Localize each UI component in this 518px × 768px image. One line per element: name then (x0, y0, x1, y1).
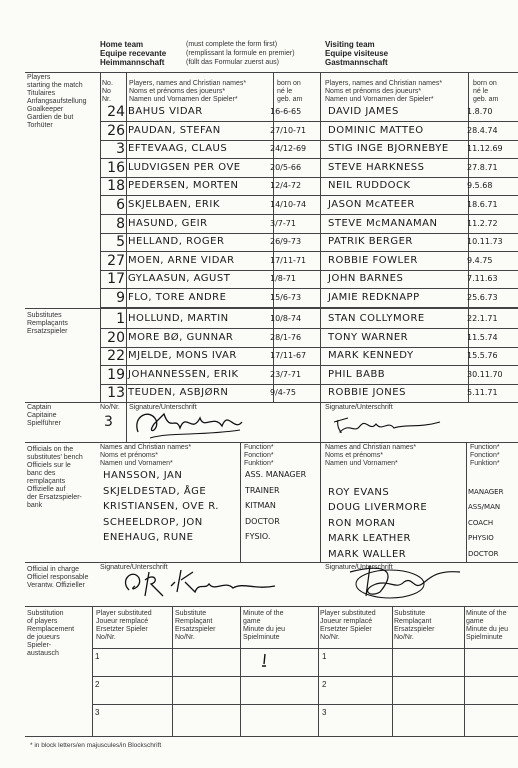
shirt-number: 18 (107, 178, 125, 195)
home-official-function: DOCTOR (245, 516, 280, 526)
visit-player-name: TONY WARNER (328, 331, 409, 343)
visit-player-name: ROBBIE FOWLER (328, 254, 418, 266)
home-official-signature (115, 562, 295, 602)
home-official-function: FYSIO. (245, 532, 271, 541)
shirt-number: 16 (107, 159, 125, 176)
visit-minute-header: Minute of the game Minute du jeu Spielminute (466, 610, 509, 641)
visit-player-dob: 5.11.71 (467, 388, 498, 398)
home-official-name: SCHEELDROP, JON (103, 516, 203, 528)
home-player-dob: 14/10-74 (270, 200, 307, 209)
home-player-dob: 26/9-73 (270, 237, 302, 247)
official-row (100, 530, 518, 547)
home-player-dob: 17/11-71 (270, 255, 307, 265)
visit-player-dob: 11.5.74 (467, 332, 498, 342)
player-row (100, 288, 518, 307)
subst-row-number: 2 (95, 680, 100, 689)
player-row (100, 102, 518, 121)
visit-player-name: STIG INGE BJORNEBYE (328, 143, 449, 155)
home-player-dob: 10/8-74 (270, 314, 302, 323)
visit-official-function: PHYSIO (468, 534, 494, 542)
substitute-row (100, 309, 518, 328)
home-official-name: SKJELDESTAD, ÅGE (103, 485, 207, 497)
shirt-number: 26 (107, 122, 125, 139)
captain-no-label: No/Nr. (100, 404, 120, 411)
visit-player-dob: 28.4.74 (467, 125, 498, 135)
visit-player-name: MARK KENNEDY (328, 350, 414, 362)
visit-official-function: ASS/MAN (468, 503, 501, 511)
substitute-row (100, 365, 518, 384)
visit-player-dob: 7.11.63 (467, 274, 498, 284)
home-official-function: ASS. MANAGER (245, 470, 307, 479)
shirt-number: 8 (116, 215, 125, 232)
home-player-dob: 24/12-69 (270, 144, 307, 154)
captain-no-value: 3 (104, 414, 113, 430)
visit-player-dob: 9.5.68 (467, 181, 493, 191)
shirt-number: 19 (107, 366, 125, 383)
home-function-header: Function* Fonction* Funktion* (244, 444, 274, 467)
visit-official-name: RON MORAN (328, 517, 396, 529)
visit-player-dob: 9.4.75 (467, 255, 493, 265)
visit-player-name: JAMIE REDKNAPP (328, 292, 420, 303)
home-player-dob: 17/11-67 (270, 351, 307, 361)
home-official-names-header: Names and Christian names* Noms et prénoms* Namen und Vornamen* (100, 444, 192, 467)
officials-label: Officials on the substitutes' bench Officiels sur le banc des remplaçants Offizielle auf der Ersatzspieler- bank (27, 446, 83, 509)
shirt-number: 27 (107, 252, 125, 269)
shirt-number: 3 (116, 141, 125, 158)
official-row (100, 484, 518, 501)
visit-player-name: STEVE HARKNESS (328, 161, 425, 173)
subst-row-number: 1 (95, 652, 100, 661)
substitute-row (100, 383, 518, 402)
home-player-name: PEDERSEN, MORTEN (128, 180, 239, 192)
home-player-dob: 20/5-66 (270, 162, 302, 172)
home-captain-signature-label: Signature/Unterschrift (129, 404, 197, 411)
player-row (100, 214, 518, 233)
home-official-function: KITMAN (245, 501, 276, 510)
home-substitute-header: Substitute Remplaçant Ersatzspieler No/Nr. (175, 610, 216, 641)
visit-player-dob: 11.2.72 (467, 218, 498, 228)
home-official-name: KRISTIANSEN, OVE R. (103, 501, 219, 512)
home-official-function: TRAINER (245, 485, 280, 495)
shirt-number: 6 (116, 197, 125, 213)
home-player-name: HOLLUND, MARTIN (128, 313, 229, 324)
visit-player-dob: 30.11.70 (467, 369, 503, 379)
captain-label: Captain Capitaine Spielführer (27, 404, 61, 427)
visit-player-dob: 1.8.70 (467, 107, 493, 116)
shirt-number: 20 (107, 329, 125, 346)
visit-player-dob: 27.8.71 (467, 162, 498, 172)
visit-player-name: NEIL RUDDOCK (328, 180, 411, 192)
home-player-name: EFTEVAAG, CLAUS (128, 143, 228, 155)
home-names-header: Players, names and Christian names* Noms et prénoms des joueurs* Namen und Vornamen der Spieler* (129, 80, 247, 103)
visit-substitute-header: Substitute Remplaçant Ersatzspieler No/Nr. (394, 610, 435, 641)
visit-player-dob: 25.6.73 (467, 293, 498, 302)
official-row (100, 546, 518, 563)
visit-official-signature-label: Signature/Unterschrift (325, 564, 393, 571)
visit-player-name: DAVID JAMES (328, 106, 399, 117)
home-player-name: GYLAASUN, AGUST (128, 273, 231, 285)
shirt-number: 9 (116, 290, 125, 306)
visit-captain-signature-label: Signature/Unterschrift (325, 404, 393, 411)
visit-player-dob: 18.6.71 (467, 200, 498, 209)
player-row (100, 176, 518, 195)
home-player-dob: 28/1-76 (270, 332, 302, 342)
home-official-name: ENEHAUG, RUNE (103, 532, 194, 543)
player-row (100, 158, 518, 177)
home-player-name: SKJELBAEN, ERIK (128, 199, 220, 210)
subst-row-number: 2 (322, 680, 327, 689)
player-row (100, 269, 518, 288)
home-official-name: HANSSON, JAN (103, 470, 183, 481)
home-player-dob: 12/4-72 (270, 181, 302, 191)
visiting-team-heading: Visiting team Equipe visiteuse Gastmannschaft (325, 40, 389, 67)
home-official-signature-label: Signature/Unterschrift (100, 564, 168, 571)
no-header: No. No Nr. (102, 80, 113, 103)
visit-official-names-header: Names and Christian names* Noms et prénoms* Namen und Vornamen* (325, 444, 417, 467)
visit-player-name: STEVE McMANAMAN (328, 217, 438, 229)
home-player-name: JOHANNESSEN, ERIK (128, 368, 239, 380)
home-player-name: HELLAND, ROGER (128, 236, 225, 248)
player-row (100, 232, 518, 251)
subst-row-number: 3 (95, 708, 100, 717)
shirt-number: 5 (116, 234, 125, 251)
home-player-name: TEUDEN, ASBJØRN (128, 387, 229, 399)
home-player-name: PAUDAN, STEFAN (128, 124, 221, 136)
pen-mark (258, 652, 272, 670)
home-player-dob: 23/7-71 (270, 369, 302, 379)
footnote: * in block letters/en majuscules/in Blockschrift (30, 742, 162, 749)
home-captain-signature (130, 402, 250, 442)
visit-names-header: Players, names and Christian names* Noms et prénoms des joueurs* Namen und Vornamen der Spieler* (325, 80, 443, 103)
visit-official-name: DOUG LIVERMORE (328, 502, 428, 513)
home-team-note: (must complete the form first) (remplissant la formule en premier) (füllt das Formular zuerst aus) (186, 41, 295, 66)
home-player-name: MORE BØ, GUNNAR (128, 331, 234, 343)
subst-row-number: 3 (322, 708, 327, 717)
substitute-row (100, 346, 518, 365)
visit-player-dob: 11.12.69 (467, 144, 503, 154)
visit-player-name: ROBBIE JONES (328, 387, 406, 399)
visit-official-function: COACH (468, 518, 494, 527)
visit-player-dob: 22.1.71 (467, 314, 498, 323)
visit-player-name: JOHN BARNES (328, 273, 404, 285)
official-in-charge-label: Official in charge Officiel responsable Verantw. Offizieller (27, 566, 89, 589)
player-row (100, 195, 518, 214)
official-row (100, 468, 518, 485)
home-player-name: HASUND, GEIR (128, 217, 208, 229)
player-row (100, 139, 518, 158)
shirt-number: 13 (107, 385, 125, 402)
home-player-dob: 16-6-65 (270, 107, 302, 116)
player-row (100, 251, 518, 270)
home-player-name: LUDVIGSEN PER OVE (128, 161, 241, 173)
home-born-header: born on né le geb. am (277, 80, 303, 103)
substitute-row (100, 328, 518, 347)
shirt-number: 24 (107, 104, 125, 120)
official-row (100, 499, 518, 516)
visit-official-name: ROY EVANS (328, 486, 390, 498)
home-player-name: FLO, TORE ANDRE (128, 292, 227, 303)
home-player-dob: 9/4-75 (270, 388, 296, 398)
visit-player-name: PATRIK BERGER (328, 236, 413, 248)
visit-official-name: MARK WALLER (328, 548, 407, 560)
visit-player-dob: 15.5.76 (467, 351, 498, 361)
subst-row-number: 1 (322, 652, 327, 661)
home-player-dob: 27/10-71 (270, 125, 307, 135)
visit-official-function: DOCTOR (468, 549, 499, 558)
official-row (100, 515, 518, 532)
visit-captain-signature (330, 410, 460, 440)
visit-official-function: MANAGER (468, 487, 504, 496)
home-team-heading: Home team Equipe recevante Heimmannschaft (100, 40, 167, 67)
visit-player-name: PHIL BABB (328, 368, 386, 380)
players-label: Players starting the match Titulaires Anfangsaufstellung Goalkeeper Gardien de but Torhüter (27, 74, 87, 129)
home-player-dob: 3/7-71 (270, 218, 296, 228)
visit-official-signature (340, 562, 480, 602)
substitutes-label: Substitutes Remplaçants Ersatzspieler (27, 312, 68, 335)
home-player-substituted-header: Player substituted Joueur remplacé Ersetzter Spieler No/Nr. (96, 610, 152, 641)
visit-official-name: MARK LEATHER (328, 533, 412, 544)
visit-player-name: STAN COLLYMORE (328, 313, 425, 324)
home-player-name: MJELDE, MONS IVAR (128, 350, 237, 362)
home-player-name: MOEN, ARNE VIDAR (128, 254, 235, 266)
visit-function-header: Function* Fonction* Funktion* (470, 444, 500, 467)
home-minute-header: Minute of the game Minute du jeu Spielminute (243, 610, 286, 641)
home-player-dob: 15/6-73 (270, 293, 302, 302)
visit-player-dob: 10.11.73 (467, 237, 503, 247)
player-row (100, 121, 518, 140)
shirt-number: 22 (107, 348, 125, 365)
shirt-number: 17 (107, 271, 125, 288)
visit-player-name: DOMINIC MATTEO (328, 124, 424, 136)
visit-player-substituted-header: Player substituted Joueur remplacé Ersetzter Spieler No/Nr. (320, 610, 376, 641)
shirt-number: 1 (116, 311, 125, 327)
substitution-label: Substitution of players Remplacement de joueurs Spieler- austausch (27, 610, 75, 657)
visit-player-name: JASON McATEER (328, 199, 415, 210)
home-player-dob: 1/8-71 (270, 274, 296, 284)
home-player-name: BAHUS VIDAR (128, 106, 203, 117)
visit-born-header: born on né le geb. am (473, 80, 499, 103)
